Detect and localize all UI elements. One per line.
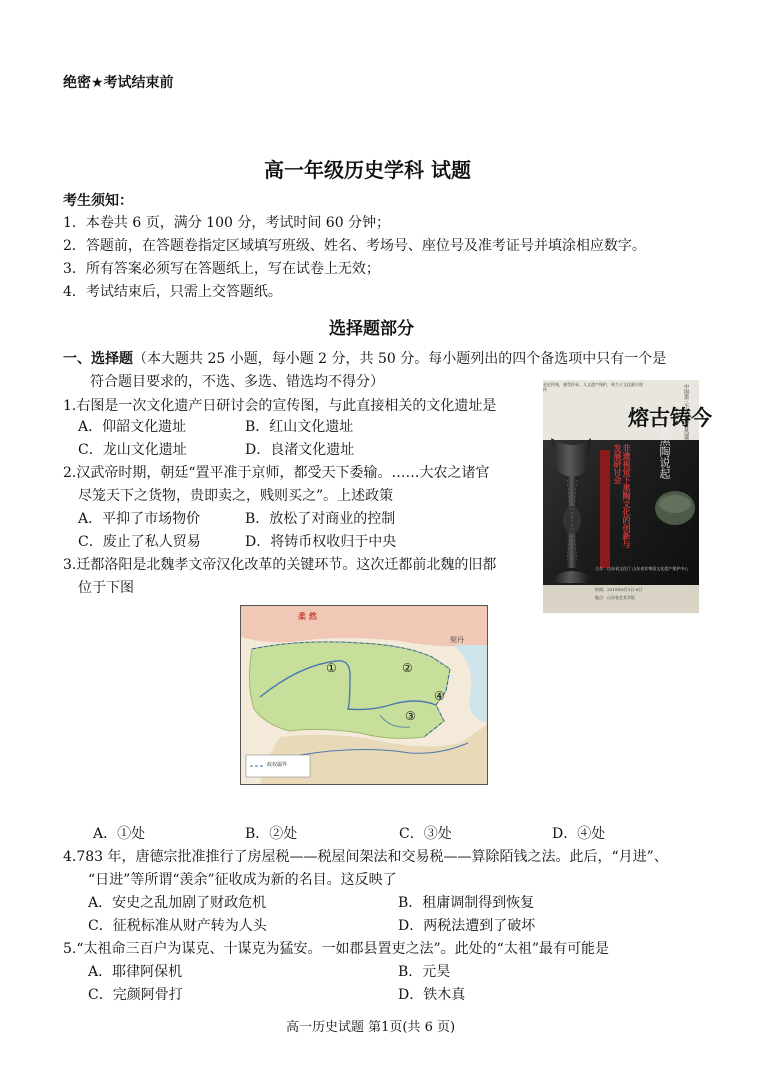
map-graphic <box>240 605 488 785</box>
q3-option-d: D．④处 <box>552 826 606 842</box>
paper-title: 高一年级历史学科 试题 <box>264 158 471 182</box>
q4-option-c: C．征税标准从财产转为人头 <box>88 918 267 934</box>
poster-place: 地点：山东省艺术学院 <box>595 595 635 600</box>
map-marker-2: ② <box>402 661 413 675</box>
q1-option-b: B．红山文化遗址 <box>245 419 354 435</box>
section-title: 选择题部分 <box>329 319 414 339</box>
poster-date: 时间：2019年6月3日-8日 <box>595 587 643 592</box>
map-label-rouran: 柔 然 <box>298 611 317 621</box>
q2-option-a: A．平抑了市场物价 <box>78 511 201 527</box>
poster-side-text: 中国第三个文化和自然遗产日系列活动 <box>683 384 689 469</box>
poster-seminar-name: 非遗视觉下黑陶文化的创新与发展研讨会 <box>613 444 631 548</box>
q1-option-d: D．良渚文化遗址 <box>245 442 355 458</box>
page-footer: 高一历史试题 第1页(共 6 页) <box>286 1020 456 1035</box>
northern-wei-map <box>240 605 488 785</box>
q2-option-d: D．将铸币权收归于中央 <box>245 534 397 550</box>
q3-option-c: C．③处 <box>399 826 452 842</box>
q4-stem: 4.783 年，唐德宗批准推行了房屋税——税屋间架法和交易税——算除陌钱之法。此后，“月进”、 <box>63 849 668 865</box>
notice-item: 3．所有答案必须写在答题纸上，写在试卷上无效； <box>63 261 380 277</box>
notice-item: 4．考试结束后，只需上交答题纸。 <box>63 284 282 300</box>
q5-stem: 5.“太祖命三百户为谋克、十谋克为猛安。一如郡县置吏之法”。此处的“太祖”最有可能是 <box>63 941 609 957</box>
notice-item: 1．本卷共 6 页，满分 100 分，考试时间 60 分钟； <box>63 215 391 231</box>
q2-option-c: C．废止了私人贸易 <box>78 534 201 550</box>
part-desc-2: 符合题目要求的，不选、多选、错选均不得分） <box>90 374 384 390</box>
q2-stem: 2.汉武帝时期，朝廷“置平准于京师，都受天下委输。……大农之诸官 <box>63 465 490 481</box>
q4-stem-2: “日进”等所谓“羡余”征收成为新的名目。这反映了 <box>88 872 397 888</box>
q3-stem-2: 位于下图 <box>78 580 134 596</box>
q4-option-d: D．两税法遭到了破坏 <box>398 918 536 934</box>
map-marker-4: ④ <box>434 689 445 703</box>
part-intro <box>63 348 666 370</box>
notice-heading: 考生须知： <box>63 193 133 209</box>
part-desc: （本大题共 25 小题，每小题 2 分，共 50 分。每小题列出的四个备选项中只有一个是 <box>133 351 667 367</box>
q5-option-b: B．元昊 <box>398 964 451 980</box>
poster-title: 熔古铸今 <box>628 405 712 430</box>
notice-item: 2．答题前，在答题卷指定区域填写班级、姓名、考场号、座位号及准考证号并填涂相应数字。 <box>63 238 646 254</box>
q3-option-b: B．②处 <box>245 826 298 842</box>
q3-stem: 3.迁都洛阳是北魏孝文帝汉化改革的关键环节。这次迁都前北魏的旧都 <box>63 557 497 573</box>
q1-option-a: A．仰韶文化遗址 <box>78 419 187 435</box>
part-label: 一、选择题 <box>63 351 133 367</box>
poster-top-note: 走近传统，感受传承，人文遗产保护，致力于文化薪火相传 <box>543 382 643 392</box>
q2-option-b: B．放松了对商业的控制 <box>245 511 396 527</box>
q5-option-d: D．铁木真 <box>398 987 466 1003</box>
seminar-poster-image <box>543 380 712 613</box>
q5-option-a: A．耶律阿保机 <box>88 964 183 980</box>
q1-option-c: C．龙山文化遗址 <box>78 442 187 458</box>
q3-option-a: A．①处 <box>93 826 146 842</box>
q2-stem-2: 尽笼天下之货物，贵即卖之，贱则买之”。上述政策 <box>78 488 394 504</box>
map-legend-label: 政权疆界 <box>267 762 288 768</box>
q4-option-a: A．安史之乱加剧了财政危机 <box>88 895 267 911</box>
poster-subtitle: 从黑陶说起 <box>658 424 671 479</box>
confidential-mark: 绝密★考试结束前 <box>63 75 174 91</box>
q1-stem: 1.右图是一次文化遗产日研讨会的宣传图，与此直接相关的文化遗址是 <box>63 398 497 414</box>
poster-organizer: 主办：山东省文化厅 山东省非物质文化遗产保护中心 <box>595 566 689 571</box>
map-marker-1: ① <box>326 661 337 675</box>
q5-option-c: C．完颜阿骨打 <box>88 987 183 1003</box>
map-marker-3: ③ <box>405 709 416 723</box>
map-label-khitan: 契丹 <box>450 636 464 644</box>
q4-option-b: B．租庸调制得到恢复 <box>398 895 535 911</box>
